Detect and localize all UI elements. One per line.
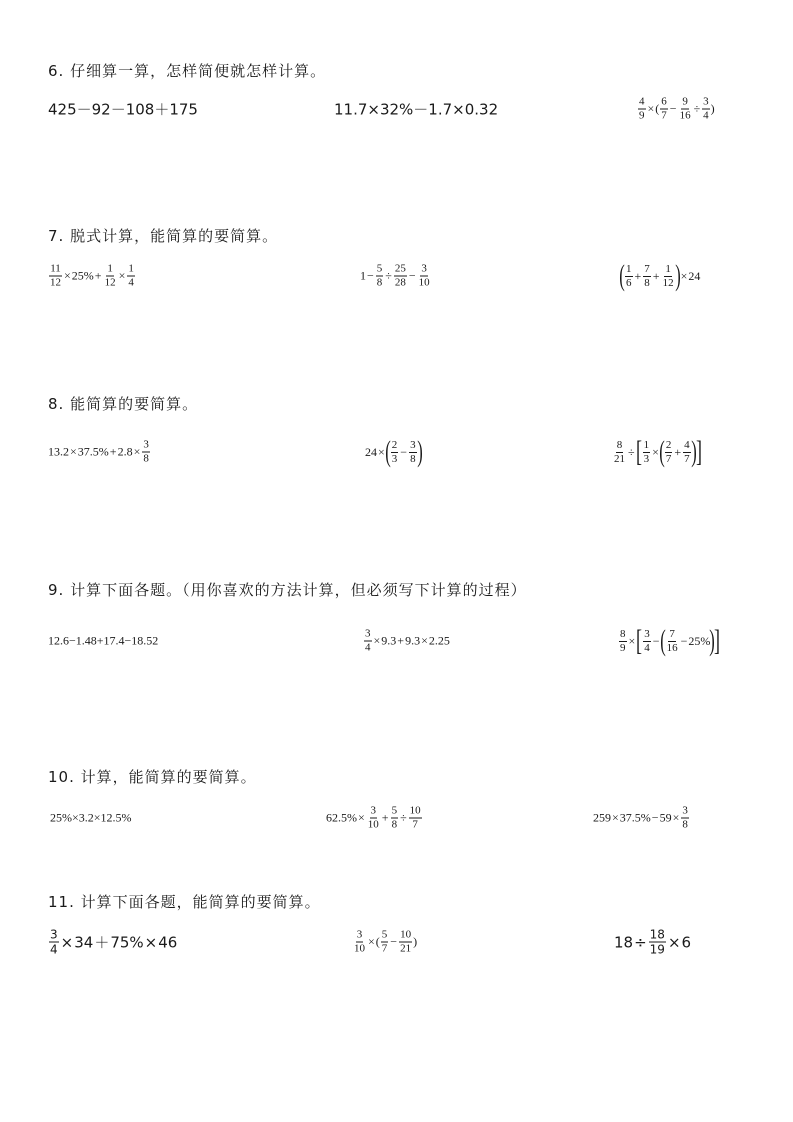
section-8-title: 8. 能简算的要简算。 — [48, 395, 199, 413]
section-6-title: 6. 仔细算一算，怎样简便就怎样计算。 — [48, 62, 327, 80]
fraction: $\frac{9}{16}$ — [679, 95, 691, 122]
fraction: $\frac{4}{9}$ — [639, 95, 645, 122]
fraction: $\frac{10}{7}$ — [409, 804, 421, 831]
fraction: $\frac{8}{9}$ — [620, 627, 626, 654]
fraction: $\frac{3}{4}$ — [644, 627, 650, 654]
problem-9-2: $\frac{3}{4}$ × 9.3 + 9.3 × 2.25 — [365, 627, 450, 654]
fraction: $\frac{7}{16}$ — [666, 627, 678, 654]
section-10-title: 10. 计算，能简算的要简算。 — [48, 768, 257, 786]
problem-7-2: 1 − $\frac{5}{8}$ ÷ $\frac{25}{28}$ − $\frac{3}{10}$ — [360, 262, 430, 289]
problem-6-2: 11.7×32%－1.7×0.32 — [334, 100, 499, 119]
fraction: $\frac{6}{7}$ — [661, 95, 667, 122]
problem-6-3: $\frac{4}{9}$ × ( $\frac{6}{7}$ − $\frac{9}{16}$ ÷ $\frac{3}{4}$ ) — [639, 95, 715, 122]
fraction: $\frac{3}{8}$ — [410, 438, 416, 465]
problem-10-2: 62.5% × $\frac{3}{10}$ + $\frac{5}{8}$ ÷ $\frac{10}{7}$ — [326, 804, 421, 831]
problem-8-1: 13.2 × 37.5% + 2.8 × $\frac{3}{8}$ — [48, 438, 149, 465]
problem-11-2: $\frac{3}{10}$ × ( $\frac{5}{7}$ − $\frac{10}{21}$ ) — [354, 928, 418, 955]
problem-10-3: 259 × 37.5% − 59 × $\frac{3}{8}$ — [593, 804, 688, 831]
section-9-title: 9. 计算下面各题。（用你喜欢的方法计算，但必须写下计算的过程） — [48, 581, 527, 599]
fraction: $\frac{8}{21}$ — [614, 438, 625, 465]
problem-9-3: $\frac{8}{9}$ × [ $\frac{3}{4}$ − ( $\frac{7}{16}$ − 25% ) ] — [620, 624, 721, 657]
fraction: $\frac{4}{7}$ — [684, 438, 690, 465]
fraction: $\frac{3}{4}$ — [365, 627, 371, 654]
problem-6-1: 425－92－108＋175 — [48, 100, 198, 119]
problem-11-1: $\frac{3}{4}$ × 34 ＋ 75% × 46 — [50, 927, 178, 957]
problem-8-3: $\frac{8}{21}$ ÷ [ $\frac{1}{3}$ × ( $\frac{2}{7}$ + $\frac{4}{7}$ ) ] — [614, 435, 702, 468]
problem-10-1: 25%×3.2×12.5% — [50, 810, 132, 825]
fraction: $\frac{1}{12}$ — [662, 262, 674, 289]
fraction: $\frac{1}{12}$ — [104, 262, 116, 289]
fraction: $\frac{10}{21}$ — [400, 928, 412, 955]
fraction: $\frac{3}{4}$ — [703, 95, 709, 122]
fraction: $\frac{3}{10}$ — [418, 262, 430, 289]
fraction: $\frac{3}{10}$ — [354, 928, 365, 955]
fraction: $\frac{7}{8}$ — [644, 262, 650, 289]
fraction: $\frac{3}{4}$ — [50, 927, 58, 957]
fraction: $\frac{3}{8}$ — [682, 804, 688, 831]
fraction: $\frac{5}{8}$ — [391, 804, 398, 831]
fraction: $\frac{5}{8}$ — [376, 262, 383, 289]
section-11-title: 11. 计算下面各题，能简算的要简算。 — [48, 893, 321, 911]
fraction: $\frac{3}{8}$ — [143, 438, 149, 465]
fraction: $\frac{3}{10}$ — [367, 804, 379, 831]
problem-7-1: $\frac{11}{12}$ × 25% + $\frac{1}{12}$ × $\frac{1}{4}$ — [50, 262, 134, 289]
fraction: $\frac{2}{3}$ — [391, 438, 398, 465]
problem-11-3: 18 ÷ $\frac{18}{19}$ × 6 — [614, 927, 692, 957]
fraction: $\frac{11}{12}$ — [50, 262, 61, 289]
fraction: $\frac{25}{28}$ — [394, 262, 406, 289]
fraction: $\frac{1}{3}$ — [643, 438, 650, 465]
fraction: $\frac{1}{6}$ — [626, 262, 632, 289]
fraction: $\frac{1}{4}$ — [128, 262, 134, 289]
fraction: $\frac{2}{7}$ — [665, 438, 672, 465]
problem-9-1: 12.6−1.48+17.4−18.52 — [48, 633, 159, 648]
section-7-title: 7. 脱式计算，能简算的要简算。 — [48, 227, 279, 245]
fraction: $\frac{18}{19}$ — [649, 927, 665, 957]
problem-8-2: 24 × ( $\frac{2}{3}$ − $\frac{3}{8}$ ) — [365, 435, 423, 468]
fraction: $\frac{5}{7}$ — [381, 928, 388, 955]
problem-7-3: ( $\frac{1}{6}$ + $\frac{7}{8}$ + $\frac{1}{12}$ ) × 24 — [619, 259, 701, 292]
